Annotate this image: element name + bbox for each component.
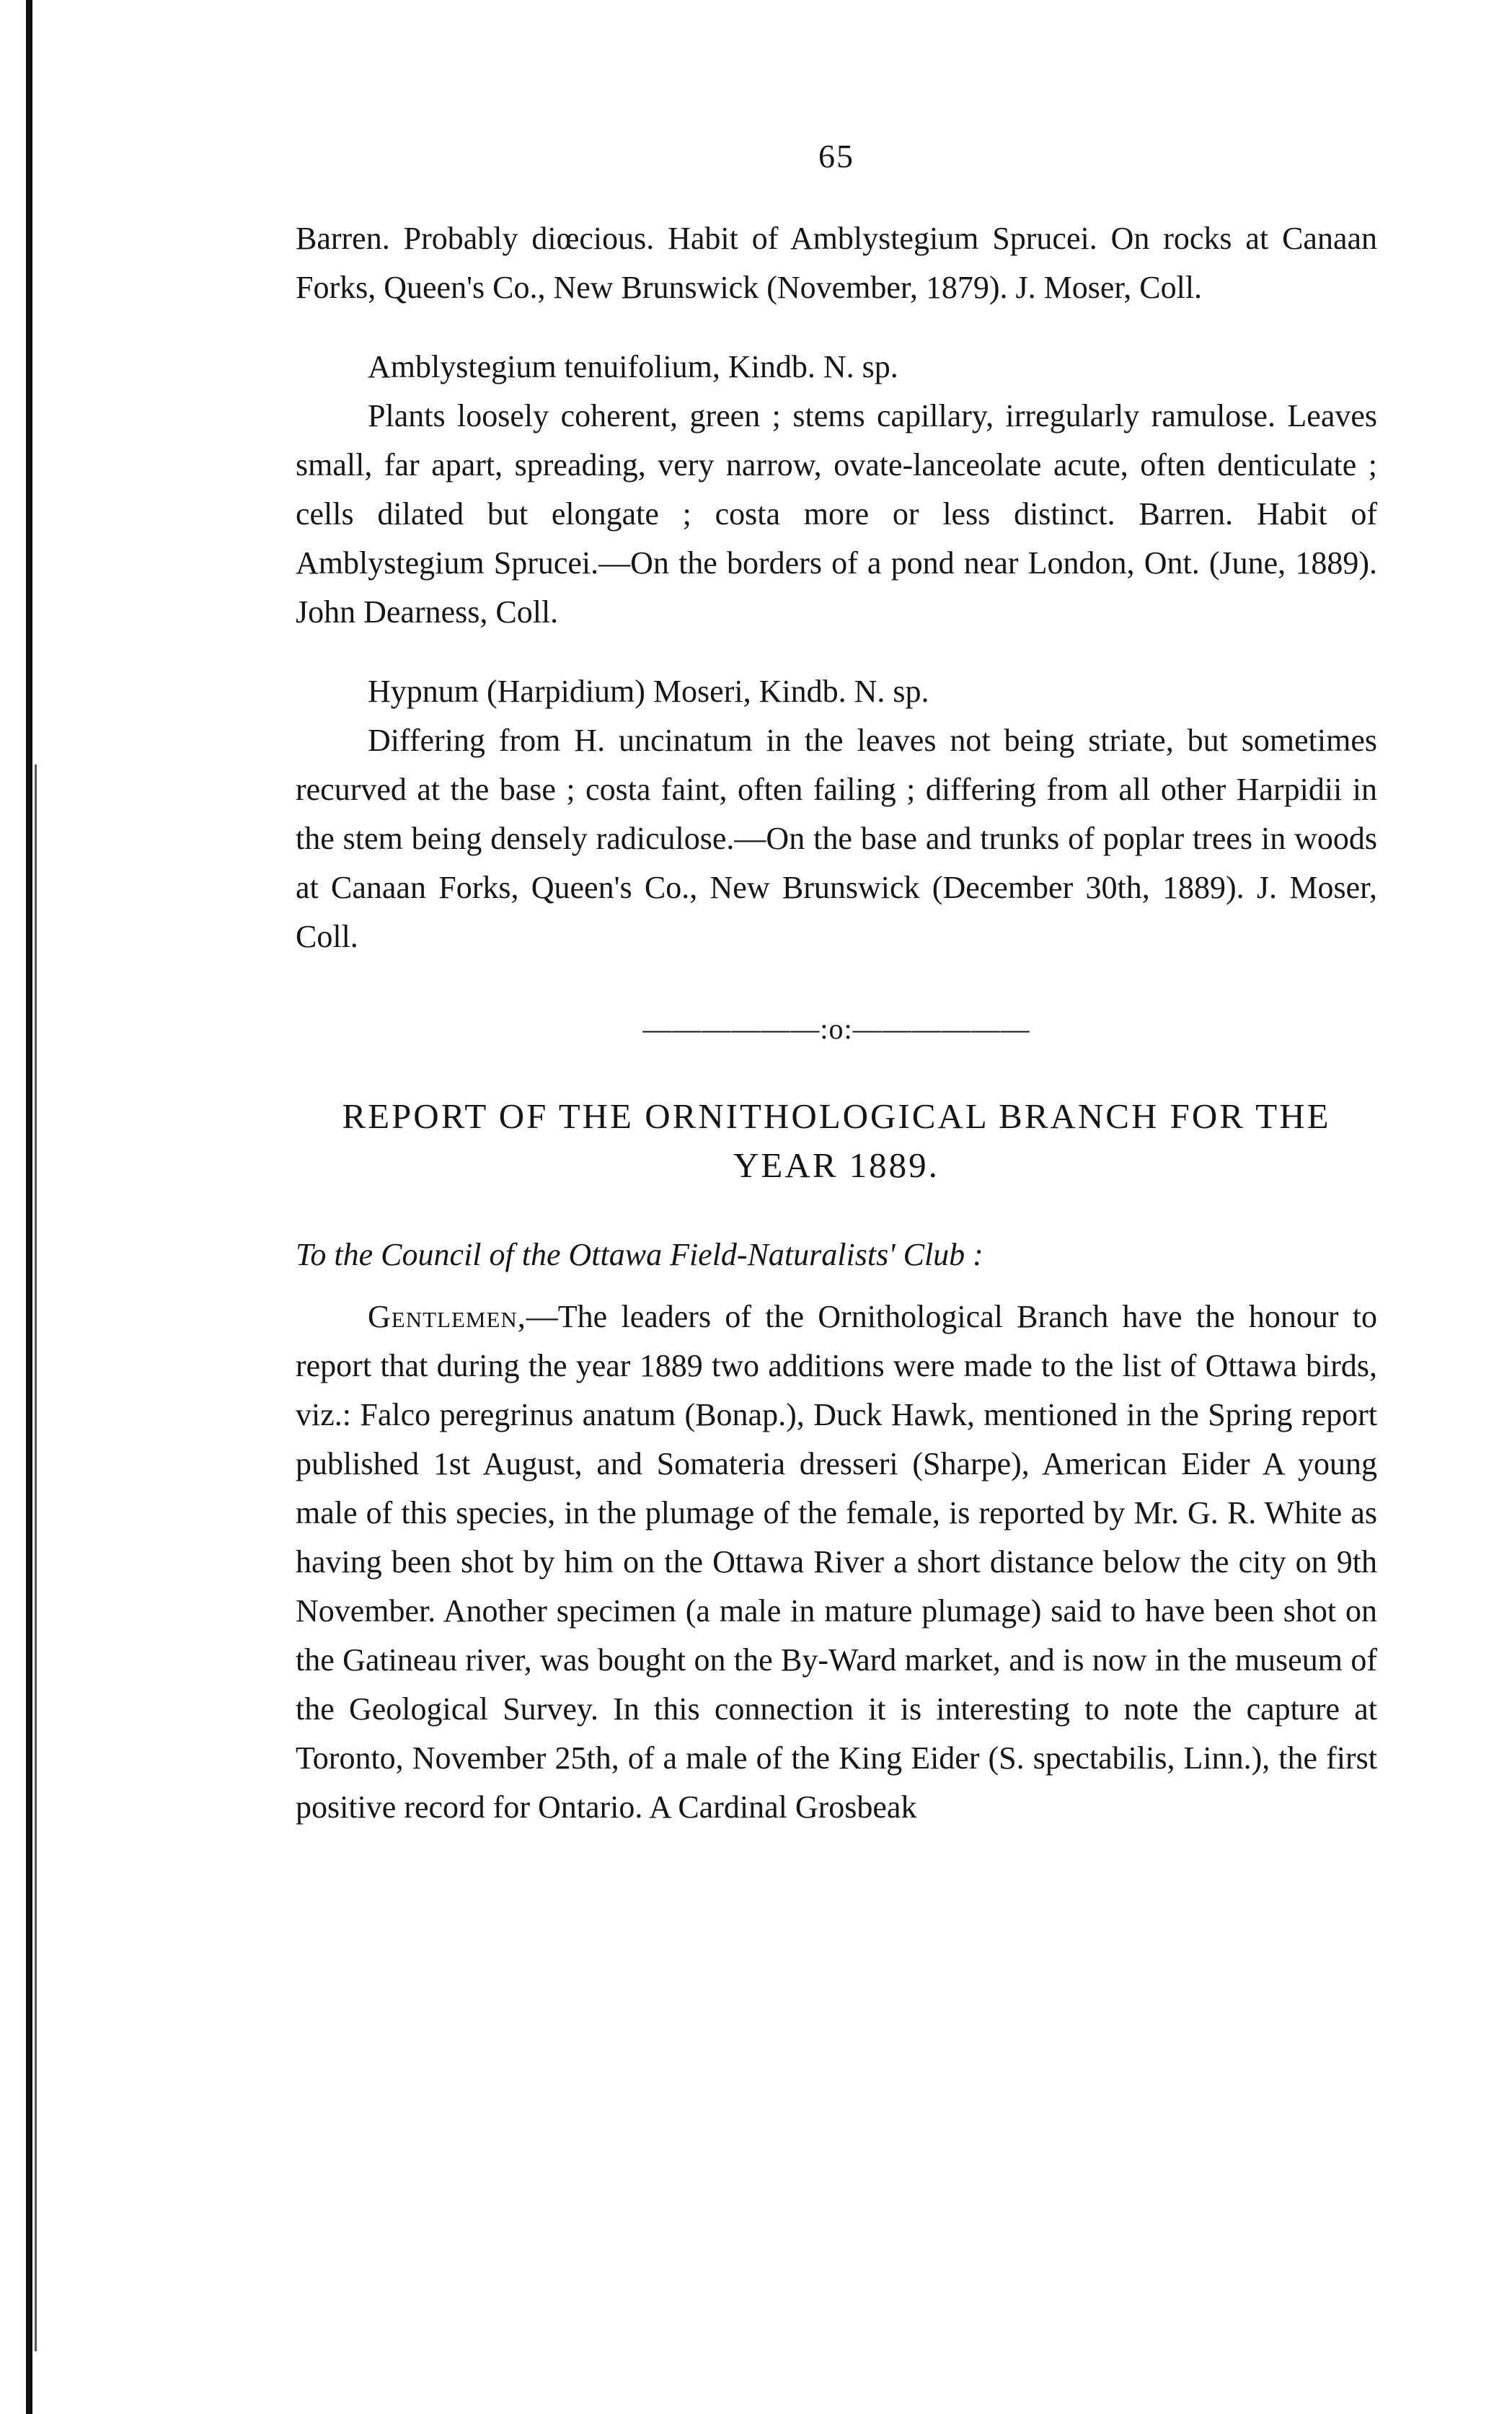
report-heading: REPORT OF THE ORNITHOLOGICAL BRANCH FOR THE YEAR 1889. [342, 1096, 1331, 1185]
scan-binding-shadow [35, 765, 37, 2351]
report-body-text: —The leaders of the Ornithological Branch have the honour to report that during the year 1889 two additions were made to the list of Ottawa birds, viz.: Falco peregrinus anatum (Bonap.), Duck Hawk, mentioned in the Spring report published 1st August, and Somateria dresseri (Sharpe), American Eider A young male of this species, in the plumage of the female, is reported by Mr. G. R. White as having been shot by him on the Ottawa River a short distance below the city on 9th November. Another specimen (a male in mature plumage) said to have been shot on the Gatineau river, was bought on the By-Ward market, and is now in the museum of the Geological Survey. In this connection it is interesting to note the capture at Toronto, November 25th, of a male of the King Eider (S. spectabilis, Linn.), the first positive record for Ontario. A Cardinal Grosbeak [296, 1299, 1377, 1825]
report-opening-word: Gentlemen, [368, 1299, 526, 1334]
species-title-amblystegium: Amblystegium tenuifolium, Kindb. N. sp. [368, 349, 898, 384]
page-number: 65 [818, 138, 854, 175]
section-divider: ——————:o:—————— [642, 1013, 1030, 1045]
scan-binding-edge [26, 0, 32, 2414]
report-salutation: To the Council of the Ottawa Field-Naturalists' Club : [296, 1237, 983, 1272]
report-body-paragraph [296, 1292, 1377, 1832]
species-description-hypnum: Differing from H. uncinatum in the leaves not being striate, but sometimes recurved at the base ; costa faint, often failing ; differing from all other Harpidii in the stem being densely radiculose.—On the base and trunks of poplar trees in woods at Canaan Forks, Queen's Co., New Brunswick (December 30th, 1889). J. Moser, Coll. [296, 723, 1377, 954]
species-title-hypnum: Hypnum (Harpidium) Moseri, Kindb. N. sp. [368, 674, 929, 709]
moss-continuation-paragraph: Barren. Probably diœcious. Habit of Amblystegium Sprucei. On rocks at Canaan Forks, Queen's Co., New Brunswick (November, 1879). J. Moser, Coll. [296, 221, 1377, 305]
species-description-amblystegium: Plants loosely coherent, green ; stems capillary, irregularly ramulose. Leaves small, far apart, spreading, very narrow, ovate-lanceolate acute, often denticulate ; cells dilated but elongate ; costa more or less distinct. Barren. Habit of Amblystegium Sprucei.—On the borders of a pond near London, Ont. (June, 1889). John Dearness, Coll. [296, 398, 1377, 630]
document-page [296, 137, 1377, 1832]
